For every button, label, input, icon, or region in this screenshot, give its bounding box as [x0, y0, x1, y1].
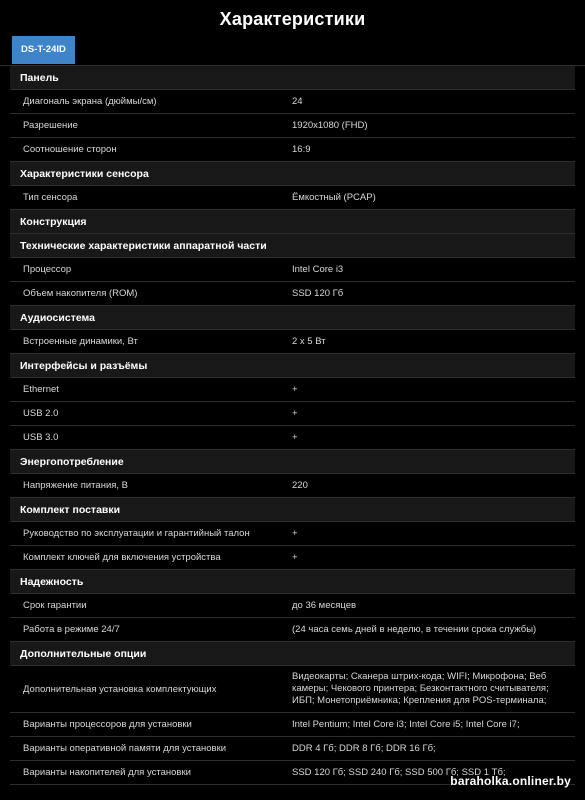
spec-value: 1920x1080 (FHD) — [292, 119, 368, 131]
page-title: Характеристики — [219, 9, 366, 29]
spec-label: Тип сенсора — [23, 192, 78, 203]
spec-value: SSD 120 Гб — [292, 287, 344, 299]
spec-label: Встроенные динамики, Вт — [23, 336, 138, 347]
spec-label: Срок гарантии — [23, 600, 87, 611]
watermark: baraholka.onliner.by — [450, 774, 571, 788]
section-header: Комплект поставки — [10, 498, 575, 522]
spec-value: SSD 120 Гб; SSD 240 Гб; SSD 500 Гб; SSD 1 Тб; — [292, 766, 506, 778]
section-header: Характеристики сенсора — [10, 162, 575, 186]
spec-value: 220 — [292, 479, 308, 491]
spec-row — [10, 713, 575, 737]
spec-label: Напряжение питания, В — [23, 480, 129, 491]
spec-value: 24 — [292, 95, 303, 107]
spec-label: Объем накопителя (ROM) — [23, 288, 138, 299]
spec-value: + — [292, 431, 298, 443]
spec-row — [10, 666, 575, 713]
spec-value: + — [292, 407, 298, 419]
tab-model[interactable]: DS-T-24ID — [12, 36, 75, 64]
spec-row — [10, 474, 575, 498]
spec-row — [10, 402, 575, 426]
spec-row — [10, 522, 575, 546]
spec-label: Ethernet — [23, 384, 59, 395]
spec-row — [10, 426, 575, 450]
spec-value: 2 x 5 Вт — [292, 335, 326, 347]
spec-row — [10, 258, 575, 282]
spec-label: Соотношение сторон — [23, 144, 117, 155]
spec-value: Intel Core i3 — [292, 263, 344, 275]
spec-value: DDR 4 Гб; DDR 8 Гб; DDR 16 Гб; — [292, 742, 436, 754]
model-tabs — [0, 36, 585, 66]
spec-value: Видеокарты; Сканера штрих-кода; WIFI; Микрофона; Веб камеры; Чекового принтера; Безконтактного считывателя; ИБП; Монетоприёмника; Крепления для POS-терминала; — [292, 671, 549, 706]
spec-value: 16:9 — [292, 143, 311, 155]
spec-label: USB 3.0 — [23, 432, 59, 443]
section-header: Аудиосистема — [10, 306, 575, 330]
spec-label: Работа в режиме 24/7 — [23, 624, 120, 635]
section-header: Надежность — [10, 570, 575, 594]
section-header: Конструкция — [10, 210, 575, 234]
spec-row — [10, 138, 575, 162]
spec-row — [10, 186, 575, 210]
spec-label: Дополнительная установка комплектующих — [23, 683, 217, 695]
spec-value: + — [292, 383, 298, 395]
spec-label: Процессор — [23, 264, 72, 275]
section-header: Интерфейсы и разъёмы — [10, 354, 575, 378]
spec-row — [10, 378, 575, 402]
spec-value: + — [292, 527, 298, 539]
spec-value: Intel Pentium; Intel Core i3; Intel Core i5; Intel Core i7; — [292, 718, 520, 730]
spec-label: Варианты процессоров для установки — [23, 719, 192, 730]
spec-value: до 36 месяцев — [292, 599, 357, 611]
spec-row — [10, 618, 575, 642]
spec-label: Диагональ экрана (дюймы/см) — [23, 96, 157, 107]
spec-label: Варианты оперативной памяти для установки — [23, 743, 227, 754]
section-header: Энергопотребление — [10, 450, 575, 474]
section-header: Дополнительные опции — [10, 642, 575, 666]
spec-table — [10, 66, 575, 785]
spec-row — [10, 114, 575, 138]
spec-value: + — [292, 551, 298, 563]
spec-label: Разрешение — [23, 120, 78, 131]
spec-row — [10, 330, 575, 354]
spec-label: Варианты накопителей для установки — [23, 767, 191, 778]
spec-row — [10, 594, 575, 618]
spec-label: Руководство по эксплуатации и гарантийный талон — [23, 528, 250, 539]
spec-row — [10, 737, 575, 761]
spec-row — [10, 546, 575, 570]
spec-row — [10, 282, 575, 306]
spec-label: Комплект ключей для включения устройства — [23, 552, 221, 563]
section-header: Панель — [10, 66, 575, 90]
spec-row — [10, 90, 575, 114]
spec-value: Ёмкостный (PCAP) — [292, 191, 376, 203]
spec-label: USB 2.0 — [23, 408, 59, 419]
spec-value: (24 часа семь дней в неделю, в течении срока службы) — [292, 623, 537, 635]
section-header: Технические характеристики аппаратной части — [10, 234, 575, 258]
